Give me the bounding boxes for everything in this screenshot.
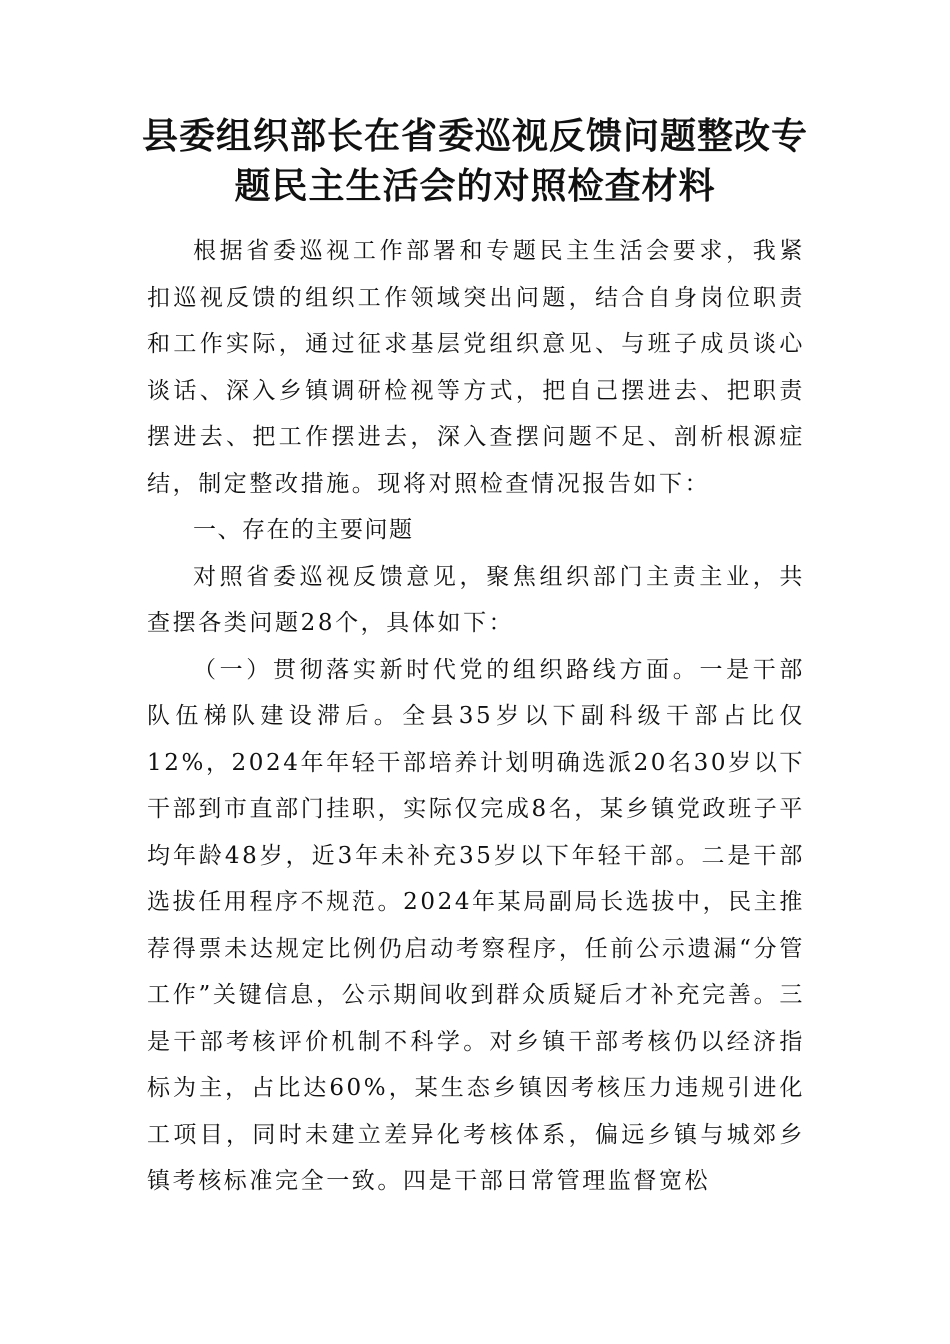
item-paragraph [147,647,805,1205]
document-title [100,112,850,212]
section-heading: 一、存在的主要问题 [193,517,414,543]
section-intro-paragraph: 对照省委巡视反馈意见，聚焦组织部门主责主业，共查摆各类问题28个，具体如下： [147,563,805,636]
title-line-1: 县委组织部长在省委巡视反馈问题整改专 [141,116,808,157]
item-body-text: 一是干部队伍梯队建设滞后。全县35岁以下副科级干部占比仅12%，2024年年轻干部培养计划明确选派20名30岁以下干部到市直部门挂职，实际仅完成8名，某乡镇党政班子平均年龄48岁，近3年未补充35岁以下年轻干部。二是干部选拔任用程序不规范。2024年某局副局长选拔中，民主推荐得票未达规定比例仍启动考察程序，任前公示遗漏“分管工作”关键信息，公示期间收到群众质疑后才补充完善。三是干部考核评价机制不科学。对乡镇干部考核仍以经济指标为主，占比达60%，某生态乡镇因考核压力违规引进化工项目，同时未建立差异化考核体系，偏远乡镇与城郊乡镇考核标准完全一致。四是干部日常管理监督宽松 [147,656,805,1194]
item-subheading: （一）贯彻落实新时代党的组织路线方面。 [193,656,700,683]
title-line-2: 题民主生活会的对照检查材料 [234,166,716,207]
document-body [147,228,805,1205]
intro-paragraph: 根据省委巡视工作部署和专题民主生活会要求，我紧扣巡视反馈的组织工作领域突出问题，结合自身岗位职责和工作实际，通过征求基层党组织意见、与班子成员谈心谈话、深入乡镇调研检视等方式，把自己摆进去、把职责摆进去、把工作摆进去，深入查摆问题不足、剖析根源症结，制定整改措施。现将对照检查情况报告如下： [147,238,805,497]
